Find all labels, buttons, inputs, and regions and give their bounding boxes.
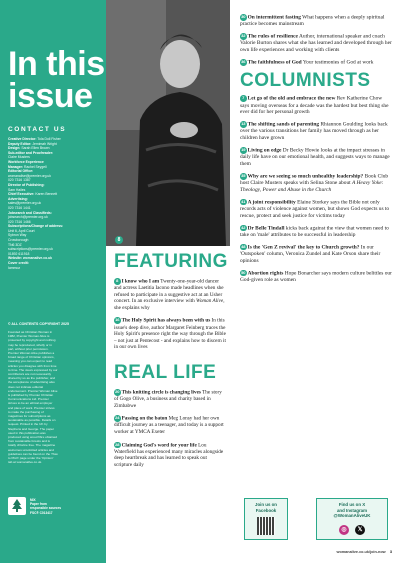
advertising-email-link[interactable]: sales@premier.org.uk [8,201,42,206]
x-icon[interactable]: 𝕏 [355,525,365,535]
columnists-heading: COLUMNISTS [240,70,371,92]
editorial-email-link[interactable]: womanalive@premier.org.uk [8,173,52,178]
middle-column [114,252,226,468]
x-instagram-label: Find us on X and Instagram @WomanAliveUK [333,502,371,519]
facebook-box[interactable] [244,498,288,540]
list-item[interactable]: 35 Why are we seeing so much unhealthy leadership? Book Club host Claire Musters speaks with Selina Stone about A Heavy Yoke: Theology, Power and Abuse in the Church [240,172,389,194]
list-item[interactable]: 24 Passing on the baton Meg Lonsy had her own difficult journey as a teenager, and today is a support worker at YMCA Exeter [114,415,224,435]
page-number: 3 [389,550,392,554]
contact-details: Creative Director: Tola Doll Fisher Deputy Editor: Jemimah Wright Design: Sarah Ellen Brown Sub-editor and Proofreader: Claire Musters Workforce Experience Manager: Rachel Seygell Editorial Office: womanalive@premier.org.uk 020 7316 1387 Director of Publishing: Sam Hailes Chief Executive: Karen Bennett Advertising: sales@premier.org.uk 020 7316 1441 Jobsearch and Classifieds: jobsearch@premier.org.uk 020 7316 1466 Subscriptions/Change of address: Unit 6, April Court Sybron Way Crowborough TN6 3DZ subscriptions@premier.org.uk 01892 611918 Website: womanalive.co.uk Cover credit: Iammoz [8,137,104,270]
left-sidebar [0,0,106,563]
list-item[interactable]: 8 I know who I am Twenty-one-year-old dancer and actress Laetitia Iacono made headlines when she refused to participate in a suggestive act at an Usher concert. In an exclusive interview with Woman Alive, she explains why [114,278,225,311]
list-item[interactable]: 19 Living on edge Dr Becky Howie looks at the impact stresses in daily life have on our emotional health, and suggests ways to manage them [240,147,390,168]
list-item[interactable]: 16 The Holy Spirit has always been with us In this issue's deep dive, author Margaret Feinberg traces the Holy Spirit's presence right the way through the Bible – not just at Pentecost - and explains how to discern it in our own lives [114,317,226,351]
list-item[interactable]: 42 Dr Belle Tindall kicks back against the view that women need to take on 'male' attributes to be successful in leadership [240,224,389,239]
subscriptions-email-link[interactable]: subscriptions@premier.org.uk [8,247,53,252]
qr-code-icon[interactable] [257,517,275,535]
fsc-logo-icon [8,497,26,515]
fsc-label: MIX Paper from responsible sources FSC® C013417 [30,498,62,515]
page-footer [240,550,392,554]
photo-page-badge: 8 [115,236,123,244]
x-instagram-box[interactable] [316,498,388,540]
list-item[interactable]: 41 A joint responsibility Elaine Storkey says the Bible not only records acts of violence against women, but shows God expects us to rescue, protect and seek justice for victims today [240,198,390,219]
list-item[interactable]: 30 On intermittent fasting What happens when a deeply spiritual practice becomes mainstream [240,14,385,28]
list-item[interactable]: 20 This knitting circle is changing lives The story of Gogo Olive, a business and charity based in Zimbabwe [114,388,222,409]
right-column [240,14,392,289]
featuring-heading: FEATURING [114,251,228,272]
jobsearch-email-link[interactable]: jobsearch@premier.org.uk [8,215,48,220]
list-item[interactable]: 48 Is the 'Gen Z revival' the key to Church growth? In our 'Outspoken' column, Veronica Zundel and Kate Orson share their opinions [240,243,381,264]
list-item[interactable]: 7 Let go of the old and embrace the new Rev Katherine Chow says moving overseas for a decade was the hardest but best thing she ever did for her personal growth [240,95,389,116]
copyright-notice: © ALL CONTENTS COPYRIGHT 2025 [8,322,69,326]
list-item[interactable]: 13 The shifting sands of parenting Rhiannon Goulding looks back over the various transitions her family has moved through as her children have grown [240,121,388,142]
instagram-icon[interactable]: ◎ [339,525,349,535]
facebook-label: Join us on Facebook [255,502,277,513]
cover-photo [106,0,230,246]
contact-heading: CONTACT US [8,126,67,133]
list-item[interactable]: 32 The rules of resilience Author, international speaker and coach Valorie Burton shares what she has learned and developed through her own life experiences and working with clients [240,33,392,54]
list-item[interactable]: 36 The faithfulness of God Your testimonies of God at work [241,58,374,66]
page-title: In this issue [8,45,105,115]
legal-text: Founded as Christian Woman in 1982, Premier Woman Alive is protected by copyright and nothing may be reproduced, wholly or in part, without prior permission. Premier Woman Alive publishes a broad range of Christian opinions, meaning you can expect to read articles you disagree with from time to time. The views expressed by our contributors are not necessarily shared by us as the publisher, and the acceptance of advertising also does not indicate editorial endorsement. Premier Woman Alive is published by Premier Christian Communications Ltd. Premier strives to be an ethical employer and place of work. Premier strives to make the purchasing of magazines for subscriptions as sustainable as possible. Details on request. Printed in the UK by Stephens and George. The paper used in this publication was produced using wood fibre obtained from sustainable forests and is totally chlorine free. The magazine welcomes unsolicited articles and guidelines can be found on the 'How to Pitch' page under the 'Opinion' tab at womanalive.co.uk. [8,330,58,465]
footer-url-link[interactable]: womanalive.co.uk/join-now [336,550,386,554]
list-item[interactable]: 50 Abortion rights Hope Bonarcher says modern culture belittles our God-given role as women [240,269,392,284]
website-link[interactable]: womanalive.co.uk [23,256,53,261]
real-life-heading: REAL LIFE [114,361,217,383]
list-item[interactable]: 28 Claiming God's word for your life Lou Waterfield has experienced many miracles alongside deep heartbreak and has learned to speak out scripture daily [114,441,224,468]
